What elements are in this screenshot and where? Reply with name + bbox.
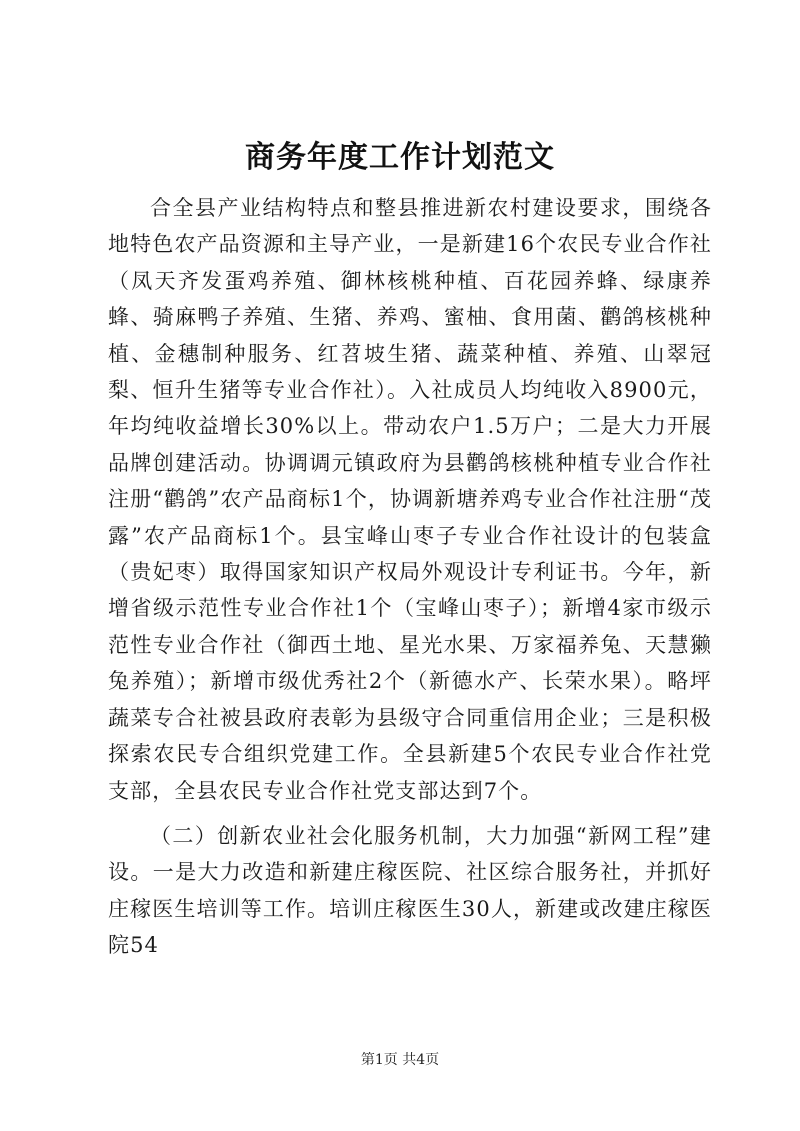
body-paragraph-2: （二）创新农业社会化服务机制，大力加强“新网工程”建设。一是大力改造和新建庄稼医院、社区综合服务社，并抓好庄稼医生培训等工作。培训庄稼医生30人，新建或改建庄稼医院54 (108, 823, 712, 958)
document-body (108, 190, 712, 964)
page-number-footer: 第1页 共4页 (360, 1052, 440, 1068)
document-title: 商务年度工作计划范文 (245, 140, 555, 175)
body-paragraph-1: 合全县产业结构特点和整县推进新农村建设要求，围绕各地特色农产品资源和主导产业，一是新建16个农民专业合作社（凤天齐发蛋鸡养殖、御林核桃种植、百花园养蜂、绿康养蜂、骑麻鸭子养殖、生猪、养鸡、蜜柚、食用菌、鹳鸽核桃种植、金穗制种服务、红苕坡生猪、蔬菜种植、养殖、山翠冠梨、恒升生猪等专业合作社）。入社成员人均纯收入8900元，年均纯收益增长30%以上。带动农户1.5万户；二是大力开展品牌创建活动。协调调元镇政府为县鹳鸽核桃种植专业合作社注册“鹳鸽”农产品商标1个，协调新塘养鸡专业合作社注册“茂露”农产品商标1个。县宝峰山枣子专业合作社设计的包装盒（贵妃枣）取得国家知识产权局外观设计专利证书。今年，新增省级示范性专业合作社1个（宝峰山枣子）；新增4家市级示范性专业合作社（御西土地、星光水果、万家福养兔、天慧獭兔养殖）；新增市级优秀社2个（新德水产、长荣水果）。略坪蔬菜专合社被县政府表彰为县级守合同重信用企业；三是积极探索农民专合组织党建工作。全县新建5个农民专业合作社党支部，全县农民专业合作社党支部达到7个。 (108, 196, 712, 803)
